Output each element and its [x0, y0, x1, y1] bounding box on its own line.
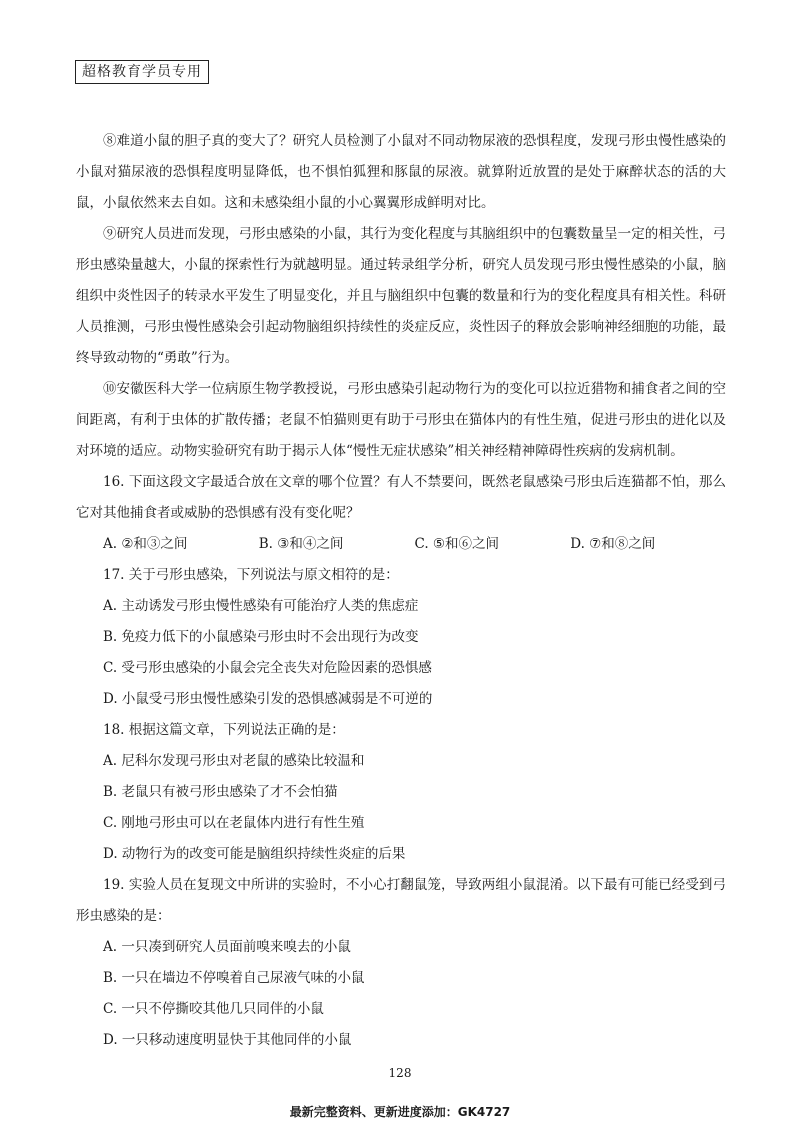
footer-note: 最新完整资料、更新进度添加：GK4727	[289, 1105, 511, 1119]
header-stamp: 超格教育学员专用	[75, 60, 209, 84]
question-16-option-c: C. ⑤和⑥之间	[414, 536, 500, 552]
question-19-option-b: B. 一只在墙边不停嗅着自己尿液气味的小鼠	[103, 970, 365, 986]
question-19-stem: 19. 实验人员在复现文中所讲的实验时，不小心打翻鼠笼，导致两组小鼠混淆。以下最有可能已经受到弓形虫感染的是：	[76, 877, 726, 924]
question-16-option-b: B. ③和④之间	[258, 536, 344, 552]
question-17-option-d: D. 小鼠受弓形虫慢性感染引发的恐惧感减弱是不可逆的	[103, 691, 433, 707]
question-16-option-a: A. ②和③之间	[103, 536, 188, 552]
document-body	[76, 126, 726, 1056]
question-17-option-b: B. 免疫力低下的小鼠感染弓形虫时不会出现行为改变	[103, 629, 419, 645]
question-18-option-a: A. 尼科尔发现弓形虫对老鼠的感染比较温和	[103, 753, 365, 769]
question-17-option-c: C. 受弓形虫感染的小鼠会完全丧失对危险因素的恐惧感	[103, 660, 432, 676]
question-16-option-d: D. ⑦和⑧之间	[570, 536, 656, 552]
question-18-option-c: C. 刚地弓形虫可以在老鼠体内进行有性生殖	[103, 815, 365, 831]
question-18-option-b: B. 老鼠只有被弓形虫感染了才不会怕猫	[103, 784, 338, 800]
question-16-options	[76, 529, 726, 560]
question-17-stem: 17. 关于弓形虫感染，下列说法与原文相符的是：	[103, 567, 399, 583]
question-18-stem: 18. 根据这篇文章，下列说法正确的是：	[103, 722, 345, 738]
page-number: 128	[388, 1066, 412, 1080]
question-19-option-d: D. 一只移动速度明显快于其他同伴的小鼠	[103, 1032, 352, 1048]
paragraph-9: ⑨研究人员进而发现，弓形虫感染的小鼠，其行为变化程度与其脑组织中的包囊数量呈一定的相关性，弓形虫感染量越大，小鼠的探索性行为就越明显。通过转录组学分析，研究人员发现弓形虫慢性感染的小鼠，脑组织中炎性因子的转录水平发生了明显变化，并且与脑组织中包囊的数量和行为的变化程度具有相关性。科研人员推测，弓形虫慢性感染会引起动物脑组织持续性的炎症反应，炎性因子的释放会影响神经细胞的功能，最终导致动物的“勇敢”行为。	[76, 226, 726, 366]
question-18-option-d: D. 动物行为的改变可能是脑组织持续性炎症的后果	[103, 846, 406, 862]
question-19-option-a: A. 一只凑到研究人员面前嗅来嗅去的小鼠	[103, 939, 351, 955]
paragraph-10: ⑩安徽医科大学一位病原生物学教授说，弓形虫感染引起动物行为的变化可以拉近猎物和捕食者之间的空间距离，有利于虫体的扩散传播；老鼠不怕猫则更有助于弓形虫在猫体内的有性生殖，促进弓形虫的进化以及对环境的适应。动物实验研究有助于揭示人体“慢性无症状感染”相关神经精神障碍性疾病的发病机制。	[76, 381, 726, 459]
question-19-option-c: C. 一只不停撕咬其他几只同伴的小鼠	[103, 1001, 324, 1017]
question-16-stem: 16. 下面这段文字最适合放在文章的哪个位置？有人不禁要问，既然老鼠感染弓形虫后连猫都不怕，那么它对其他捕食者或威胁的恐惧感有没有变化呢？	[76, 474, 726, 521]
question-17-option-a: A. 主动诱发弓形虫慢性感染有可能治疗人类的焦虑症	[103, 598, 419, 614]
paragraph-8: ⑧难道小鼠的胆子真的变大了？研究人员检测了小鼠对不同动物尿液的恐惧程度，发现弓形虫慢性感染的小鼠对猫尿液的恐惧程度明显降低，也不惧怕狐狸和豚鼠的尿液。就算附近放置的是处于麻醉状态的活的大鼠，小鼠依然来去自如。这和未感染组小鼠的小心翼翼形成鲜明对比。	[76, 133, 726, 211]
